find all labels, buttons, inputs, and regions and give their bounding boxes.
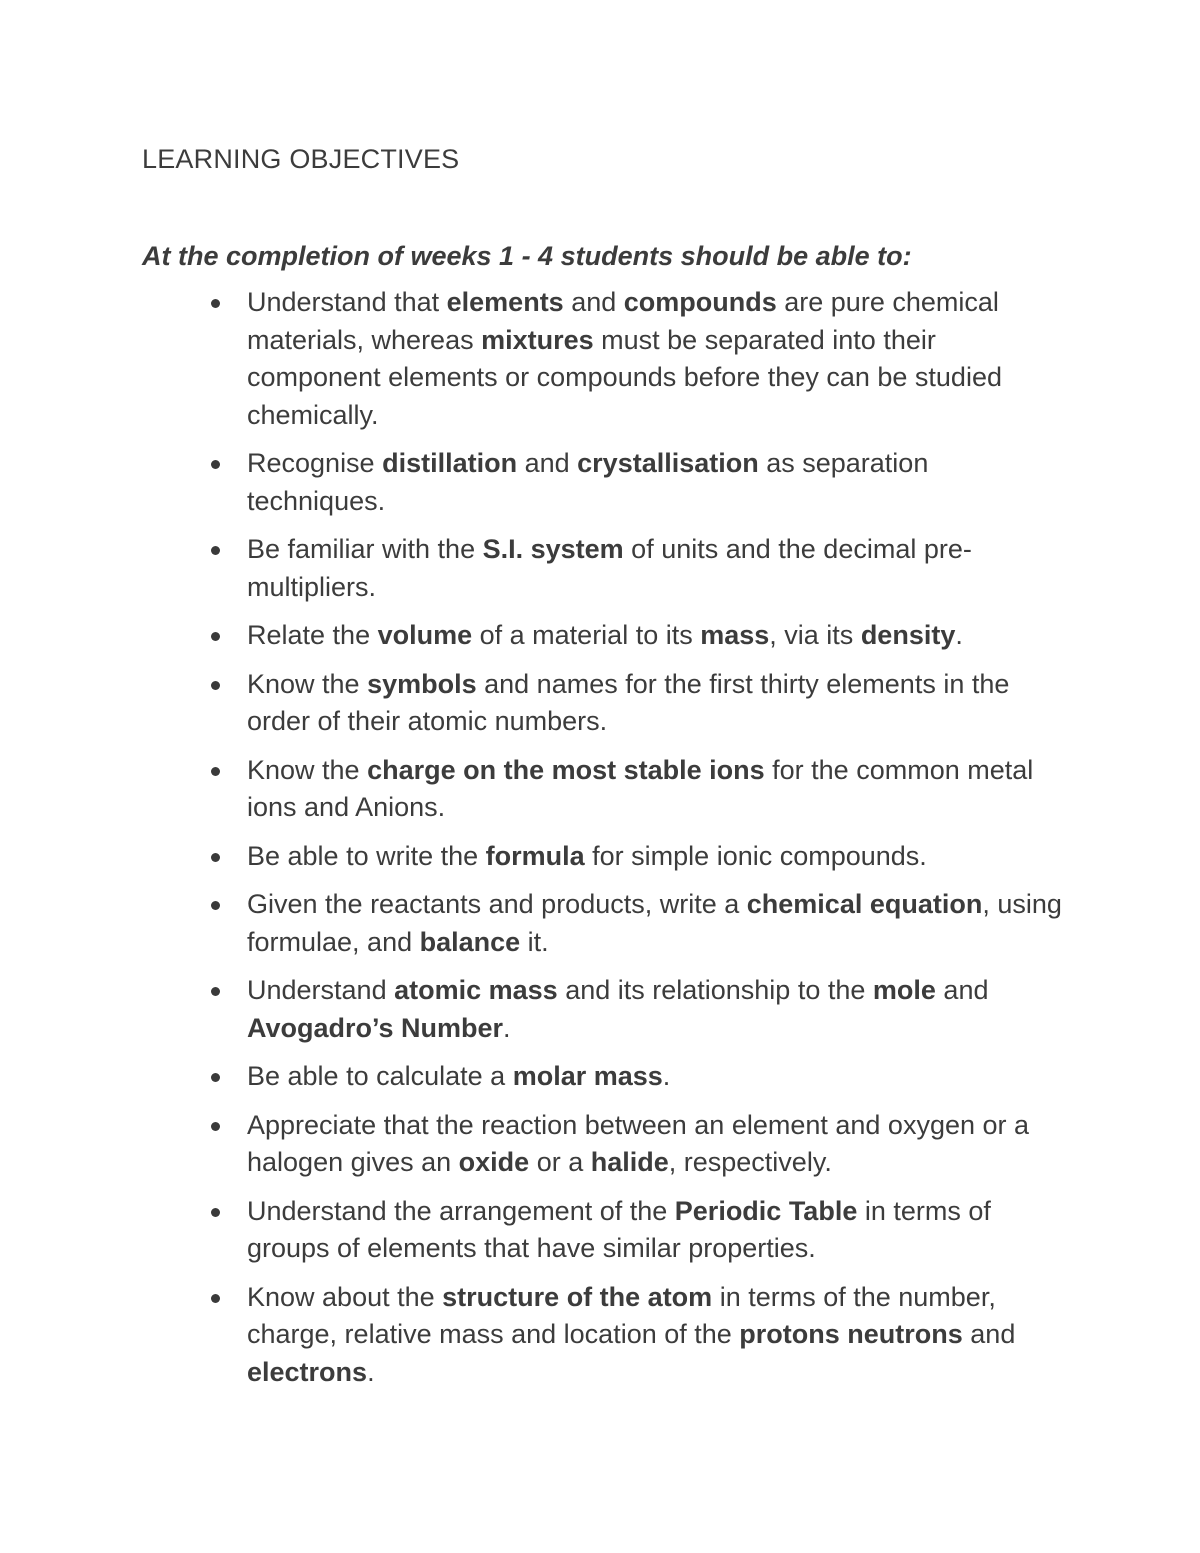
objective-text: of units and the decimal pre-multipliers. bbox=[247, 534, 972, 602]
key-term: electrons bbox=[247, 1356, 368, 1387]
bullet-icon bbox=[211, 853, 220, 862]
key-term: Avogadro’s Number bbox=[247, 1012, 504, 1043]
objective-text: . bbox=[367, 1356, 375, 1387]
objective-item bbox=[0, 445, 1067, 520]
objective-text: Understand that bbox=[247, 287, 447, 317]
objective-item bbox=[0, 617, 1067, 655]
objective-item bbox=[0, 1058, 1067, 1096]
bullet-icon bbox=[211, 987, 220, 996]
objective-text: Know the bbox=[247, 754, 368, 785]
intro-statement: At the completion of weeks 1 - 4 students should be able to: bbox=[142, 241, 912, 271]
objective-text: , via its bbox=[769, 620, 861, 650]
bullet-icon bbox=[211, 1208, 220, 1217]
objective-text: it. bbox=[520, 926, 549, 957]
key-term: mixtures bbox=[481, 324, 594, 355]
key-term: balance bbox=[419, 926, 521, 957]
objective-text: and bbox=[935, 975, 989, 1005]
objective-text: are pure chemical materials, whereas bbox=[247, 287, 999, 355]
objective-text: and its relationship to the bbox=[557, 975, 873, 1005]
bullet-icon bbox=[211, 632, 220, 641]
objective-text: or a bbox=[529, 1147, 591, 1177]
objective-text: and bbox=[962, 1319, 1016, 1349]
objective-text: Relate the bbox=[247, 620, 378, 650]
bullet-icon bbox=[211, 299, 220, 308]
key-term: density bbox=[860, 620, 956, 650]
objective-text: Given the reactants and products, write a bbox=[247, 889, 747, 919]
key-term: charge on the most stable ions bbox=[367, 754, 765, 785]
objectives-list bbox=[0, 284, 1200, 1402]
objective-item bbox=[0, 1279, 1067, 1392]
objective-item bbox=[0, 838, 1067, 876]
bullet-icon bbox=[211, 681, 220, 690]
key-term: halide bbox=[590, 1147, 669, 1177]
bullet-icon bbox=[211, 767, 220, 776]
objective-text: for the common metal ions and Anions. bbox=[247, 754, 1034, 822]
objective-text: for simple ionic compounds. bbox=[584, 840, 927, 871]
key-term: mass bbox=[700, 620, 770, 650]
objective-text: Be able to calculate a bbox=[247, 1061, 513, 1091]
bullet-icon bbox=[211, 460, 220, 469]
bullet-icon bbox=[211, 1073, 220, 1082]
objective-item bbox=[0, 752, 1067, 827]
objective-text: must be separated into their component elements or compounds before they can be studied chemically. bbox=[247, 324, 1002, 430]
objective-item bbox=[0, 1107, 1067, 1182]
objective-item bbox=[0, 1193, 1067, 1268]
objective-text: , using formulae, and bbox=[247, 889, 1062, 957]
key-term: distillation bbox=[382, 448, 518, 478]
objective-item bbox=[0, 886, 1067, 961]
key-term: elements bbox=[446, 287, 564, 317]
key-term: mole bbox=[872, 975, 936, 1005]
objective-item bbox=[0, 666, 1067, 741]
objective-text: Know about the bbox=[247, 1281, 443, 1312]
objective-text: . bbox=[503, 1012, 511, 1043]
key-term: chemical equation bbox=[746, 889, 983, 919]
key-term: structure of the atom bbox=[442, 1281, 713, 1312]
objective-text: Understand the arrangement of the bbox=[247, 1195, 675, 1226]
bullet-icon bbox=[211, 901, 220, 910]
objective-text: Be familiar with the bbox=[247, 534, 483, 564]
objective-text: . bbox=[662, 1061, 671, 1091]
objective-text: Understand bbox=[247, 975, 395, 1005]
objective-text: in terms of the number, charge, relative mass and location of the bbox=[247, 1281, 996, 1349]
key-term: S.I. system bbox=[482, 534, 624, 564]
objective-text: Appreciate that the reaction between an element and oxygen or a halogen gives an bbox=[247, 1109, 1030, 1177]
objective-text: Recognise bbox=[247, 448, 383, 478]
objective-text: in terms of groups of elements that have similar properties. bbox=[247, 1195, 991, 1263]
objective-text: Know the bbox=[247, 668, 368, 699]
objective-item bbox=[0, 531, 1067, 606]
objective-text: , respectively. bbox=[668, 1147, 832, 1177]
key-term: atomic mass bbox=[394, 975, 558, 1005]
key-term: molar mass bbox=[512, 1061, 663, 1091]
objective-item bbox=[0, 284, 1067, 434]
bullet-icon bbox=[211, 1294, 220, 1303]
key-term: volume bbox=[377, 620, 473, 650]
bullet-icon bbox=[211, 1122, 220, 1131]
key-term: oxide bbox=[458, 1147, 530, 1177]
objective-text: . bbox=[955, 620, 963, 650]
key-term: protons neutrons bbox=[739, 1319, 963, 1349]
objective-text: of a material to its bbox=[472, 620, 701, 650]
key-term: Periodic Table bbox=[674, 1195, 858, 1226]
objective-text: and bbox=[517, 448, 578, 478]
key-term: compounds bbox=[623, 287, 777, 317]
objective-text: and bbox=[563, 287, 624, 317]
key-term: crystallisation bbox=[577, 448, 759, 478]
key-term: symbols bbox=[367, 668, 477, 699]
key-term: formula bbox=[485, 840, 585, 871]
objective-item bbox=[0, 972, 1067, 1047]
objective-text: Be able to write the bbox=[247, 840, 486, 871]
objective-text: as separation techniques. bbox=[247, 448, 929, 516]
bullet-icon bbox=[211, 546, 220, 555]
objective-text: and names for the first thirty elements in the order of their atomic numbers. bbox=[247, 668, 1010, 736]
document-heading: LEARNING OBJECTIVES bbox=[142, 144, 460, 174]
